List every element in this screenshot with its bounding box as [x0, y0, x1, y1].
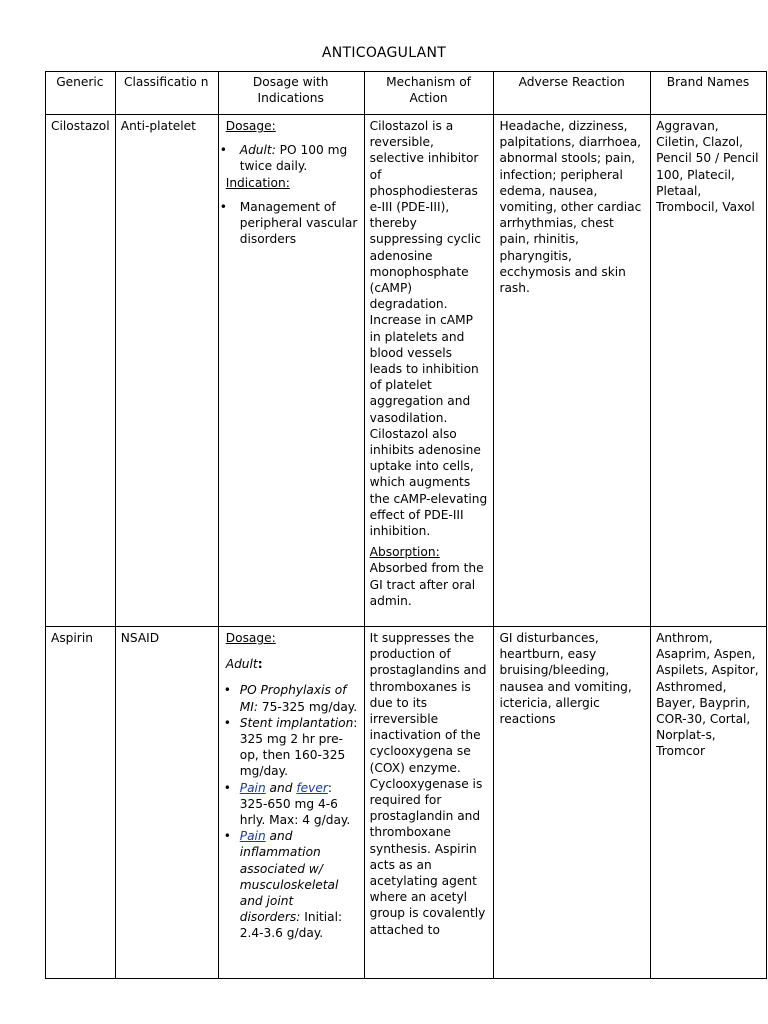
- fever-link[interactable]: fever: [296, 780, 328, 795]
- classification-cell: Anti-platelet: [115, 115, 218, 627]
- header-classification: Classificatio n: [115, 72, 218, 115]
- header-mechanism: Mechanism of Action: [364, 72, 494, 115]
- pain-link[interactable]: Pain: [239, 780, 266, 795]
- brands-cell: Aggravan, Ciletin, Clazol, Pencil 50 / Pencil 100, Platecil, Pletaal, Trombocil, Vaxol: [651, 115, 767, 627]
- adverse-cell: GI disturbances, heartburn, easy bruising/bleeding, nausea and vomiting, ictericia, allergic reactions: [494, 627, 651, 979]
- adult-colon: :: [257, 657, 263, 672]
- dose-italic: PO Prophylaxis of MI:: [239, 683, 347, 714]
- bullet: •: [219, 143, 227, 158]
- list-item: [224, 715, 358, 780]
- adult-label: Adult: [225, 657, 258, 672]
- adult-dose: PO 100 mg twice daily.: [239, 143, 348, 174]
- header-row: [46, 72, 767, 115]
- dosage-cell: [218, 115, 364, 627]
- header-adverse: Adverse Reaction: [494, 72, 651, 115]
- dose-text: : 325-650 mg 4-6 hrly. Max: 4 g/day.: [239, 780, 351, 828]
- dose-text: Initial: 2.4-3.6 g/day.: [239, 910, 343, 941]
- pain-link[interactable]: Pain: [239, 829, 266, 844]
- dosage-list: [224, 682, 358, 941]
- dosage-adult: [219, 142, 358, 174]
- list-item: [224, 828, 358, 941]
- list-item: [224, 780, 358, 829]
- table-row: [46, 115, 767, 627]
- dosage-label: Dosage:: [225, 631, 276, 645]
- generic-cell: Cilostazol: [46, 115, 116, 627]
- drug-table: [45, 71, 767, 979]
- dose-italic: and inflammation associated w/ musculoskeletal and joint disorders:: [239, 829, 339, 925]
- adverse-cell: Headache, dizziness, palpitations, diarrhoea, abnormal stools; pain, infection; peripheral edema, nausea, vomiting, other cardiac arrhythmias, chest pain, rhinitis, pharyngitis, ecchymosis and skin rash.: [494, 115, 651, 627]
- absorption-label: Absorption:: [369, 545, 440, 560]
- document-title: ANTICOAGULANT: [321, 45, 447, 61]
- generic-cell: Aspirin: [46, 627, 116, 979]
- mechanism-cell: [364, 115, 494, 627]
- mechanism-cell: It suppresses the production of prostaglandins and thromboxanes is due to its irreversible inactivation of the cyclooxygena se (COX) enzyme. Cyclooxygenase is required for prostaglandin and thromboxane synthesis. Aspirin acts as an acetylating agent where an acetyl group is covalently attached to: [364, 627, 494, 979]
- mechanism-text: Cilostazol is a reversible, selective inhibitor of phosphodiesteras e-III (PDE-III), thereby suppressing cyclic adenosine monophosphate (cAMP) degradation. Increase in cAMP in platelets and blood vessels leads to inhibition of platelet aggregation and vasodilation. Cilostazol also inhibits adenosine uptake into cells, which augments the cAMP-elevating effect of PDE-III inhibition.: [369, 119, 488, 539]
- dose-italic: and: [265, 780, 297, 795]
- dose-italic: Stent implantation: [239, 715, 354, 730]
- list-item: [224, 682, 358, 714]
- indication-item: [219, 199, 358, 248]
- absorption-text: Absorbed from the GI tract after oral admin.: [369, 561, 484, 608]
- indication-text: Management of peripheral vascular disorders: [239, 199, 358, 247]
- table-row: [46, 627, 767, 979]
- header-dosage: Dosage with Indications: [218, 72, 364, 115]
- dosage-cell: [218, 627, 364, 979]
- adult-heading: [226, 656, 358, 672]
- header-brands: Brand Names: [651, 72, 767, 115]
- dose-text: 75-325 mg/day.: [257, 699, 358, 714]
- bullet: •: [219, 199, 227, 214]
- dosage-label: Dosage:: [225, 119, 276, 133]
- indication-label: Indication:: [225, 175, 290, 190]
- header-generic: Generic: [46, 72, 116, 115]
- brands-cell: Anthrom, Asaprim, Aspen, Aspilets, Aspitor, Asthromed, Bayer, Bayprin, COR-30, Cortal, Norplat-s, Tromcor: [651, 627, 767, 979]
- adult-label: Adult:: [239, 143, 276, 158]
- classification-cell: NSAID: [115, 627, 218, 979]
- dose-text: : 325 mg 2 hr pre-op, then 160-325 mg/day.: [239, 715, 358, 779]
